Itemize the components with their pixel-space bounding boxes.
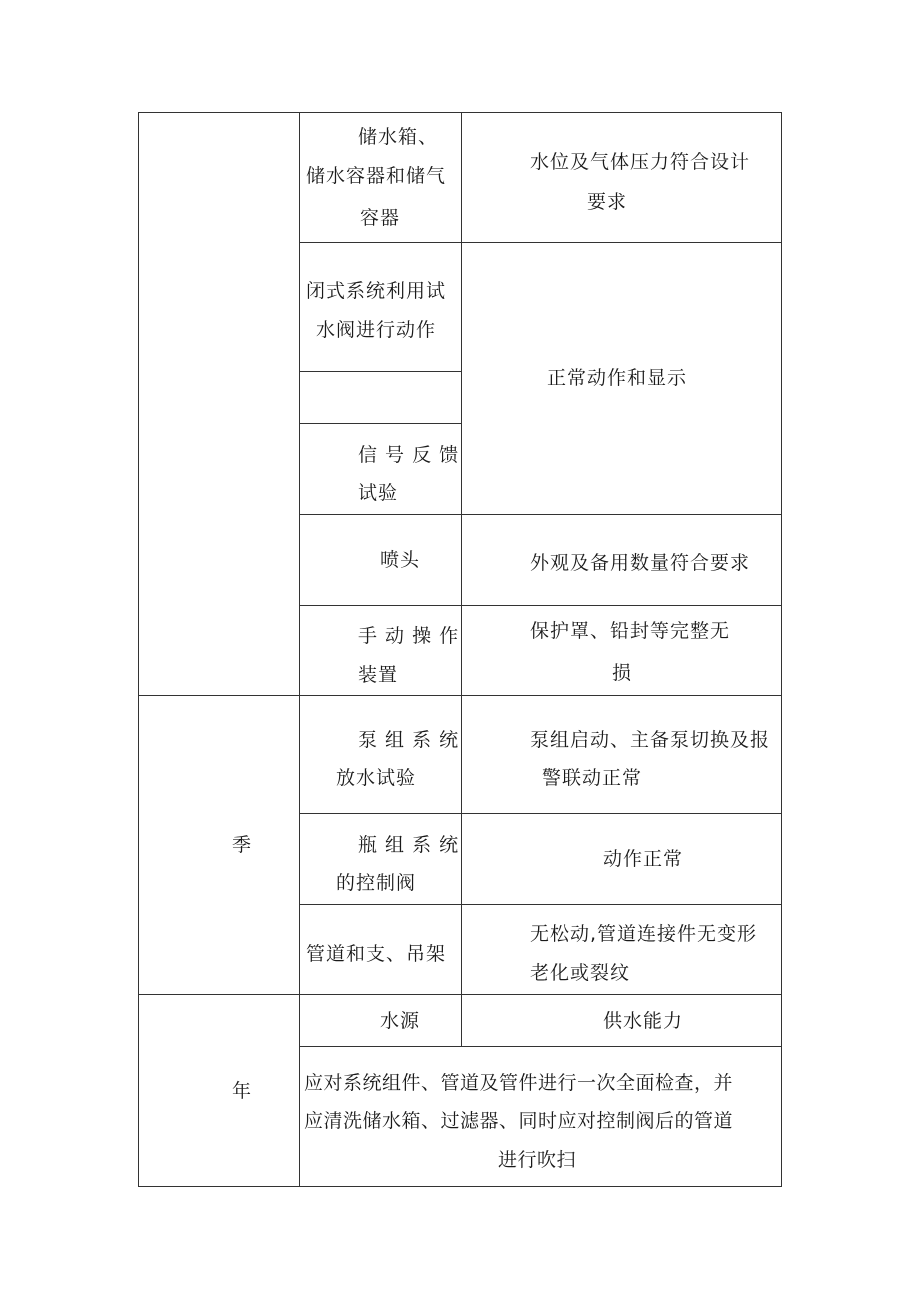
manual-item-line-2: 装置 [358,664,399,686]
storage-item-line-3: 容器 [360,207,401,229]
storage-req-line-1: 水位及气体压力符合设计 [530,151,751,173]
water-source-req: 供水能力 [603,1010,684,1032]
shared-requirement: 正常动作和显示 [547,367,688,389]
signal-item-line-1: 信 号 反 馈 [358,444,460,466]
cylinder-item-line-2: 的控制阀 [336,872,417,894]
period-cell-top [138,112,300,696]
nozzle-item: 喷头 [380,549,421,571]
cylinder-req: 动作正常 [603,848,684,870]
period-cell-season [138,695,300,995]
pump-item-line-2: 放水试验 [336,767,417,789]
annual-line-2: 应清洗储水箱、过滤器、同时应对控制阀后的管道 [304,1110,734,1132]
manual-req-line-1: 保护罩、铅封等完整无 [530,620,731,642]
cylinder-item-line-1: 瓶 组 系 统 [358,834,460,856]
water-source-item: 水源 [380,1010,421,1032]
closed-system-item-line-2: 水阀进行动作 [316,319,437,341]
pipe-item: 管道和支、吊架 [306,943,447,965]
period-cell-year [138,994,300,1187]
storage-item-line-2: 储水容器和储气 [306,165,447,187]
annual-line-3: 进行吹扫 [498,1149,577,1171]
season-label: 季 [232,834,253,856]
signal-item-line-2: 试验 [358,482,399,504]
manual-req-line-2: 损 [612,662,633,684]
item-cell-empty [299,371,462,424]
manual-item-line-1: 手 动 操 作 [358,625,460,647]
pump-req-line-2: 警联动正常 [542,767,643,789]
year-label: 年 [232,1080,253,1102]
storage-item-line-1: 储水箱、 [358,126,439,148]
pipe-req-line-2: 老化或裂纹 [530,962,631,984]
pump-req-line-1: 泵组启动、主备泵切换及报 [530,729,771,751]
pump-item-line-1: 泵 组 系 统 [358,729,460,751]
annual-line-1: 应对系统组件、管道及管件进行一次全面检查，并 [304,1072,734,1094]
nozzle-req: 外观及备用数量符合要求 [530,552,751,574]
pipe-req-line-1: 无松动,管道连接件无变形 [530,923,758,945]
storage-req-line-2: 要求 [587,191,628,213]
closed-system-item-line-1: 闭式系统利用试 [306,280,447,302]
